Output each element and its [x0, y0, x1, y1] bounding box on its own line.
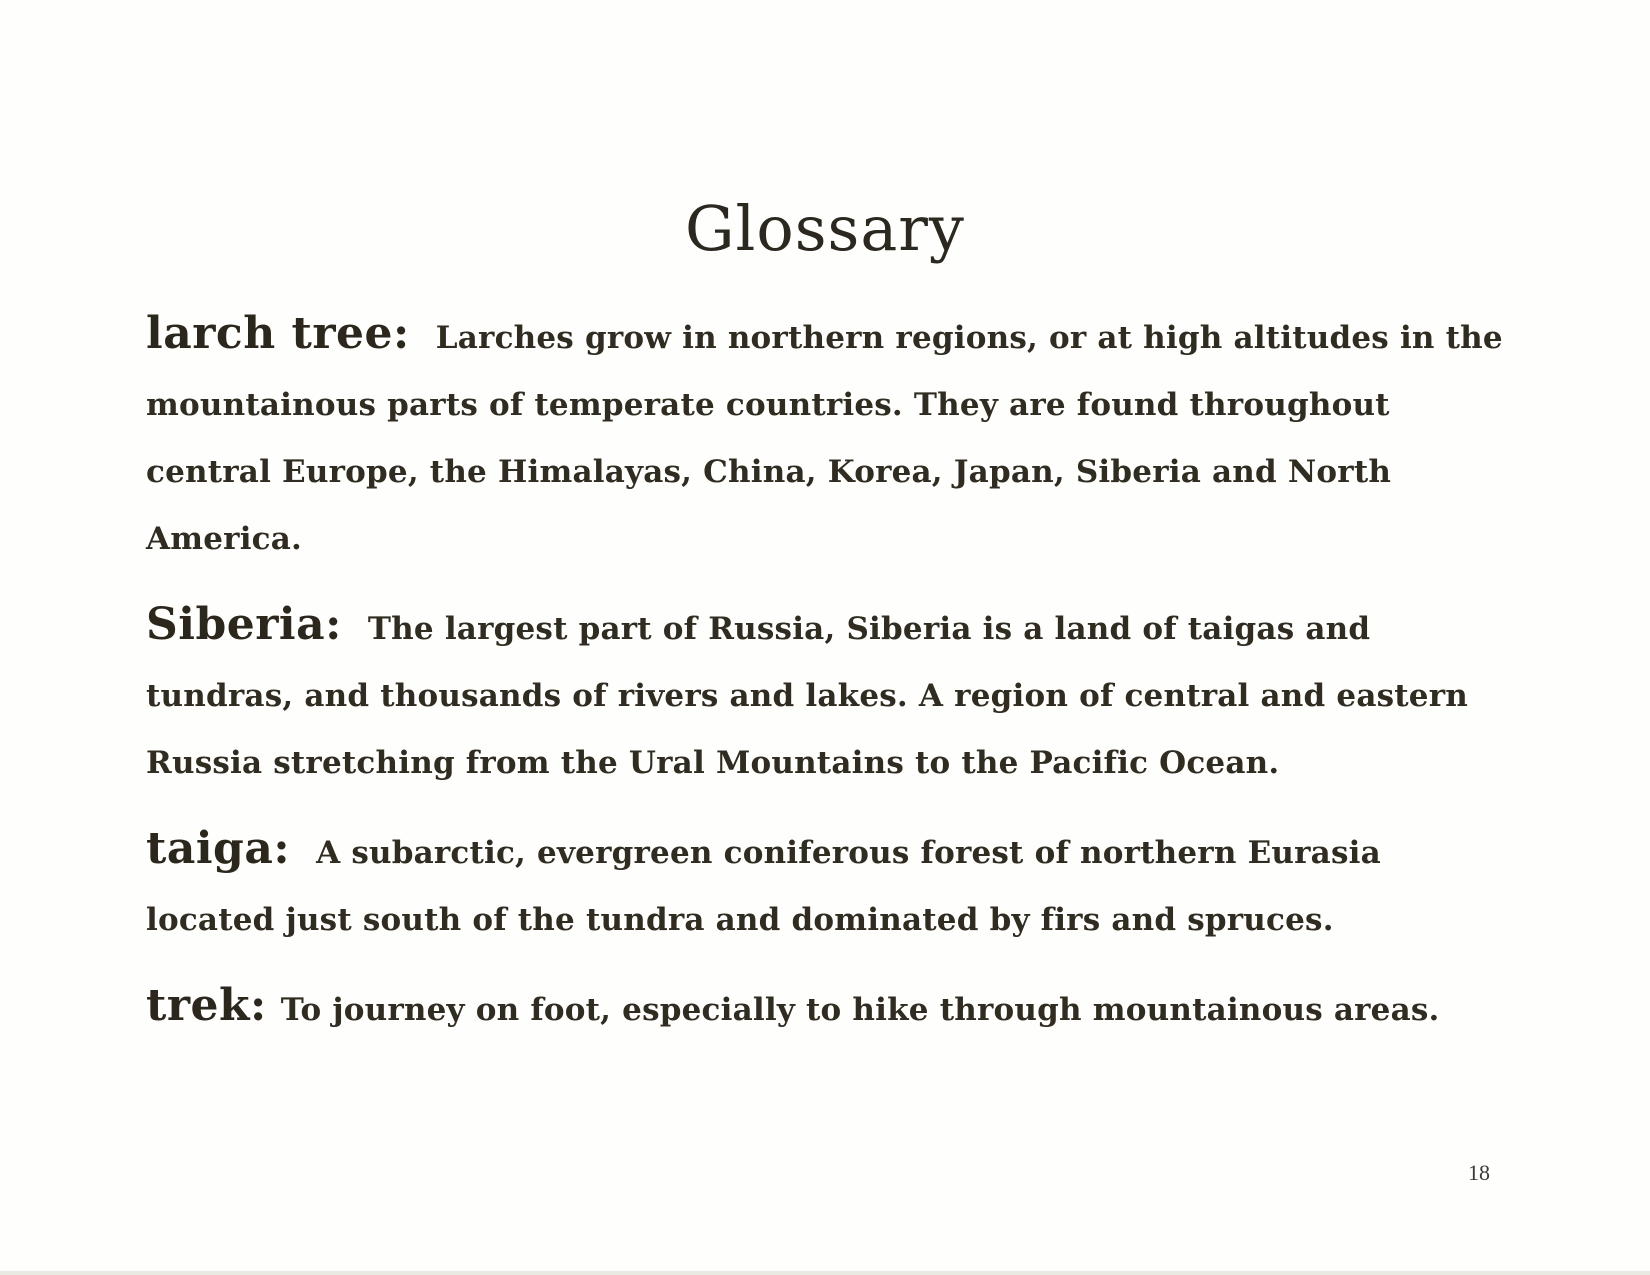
page-number: 18	[1468, 1160, 1490, 1185]
page-edge-divider	[0, 1271, 1650, 1275]
glossary-list	[146, 300, 1506, 1062]
glossary-entry-trek	[146, 972, 1506, 1044]
glossary-term: trek:	[146, 980, 267, 1031]
glossary-definition: The largest part of Russia, Siberia is a land of taigas and tundras, and thousands of rivers and lakes. A region of central and eastern Russia stretching from the Ural Mountains to the Pacific Ocean.	[146, 611, 1468, 781]
glossary-term: taiga:	[146, 823, 291, 874]
glossary-definition: To journey on foot, especially to hike through mountainous areas.	[280, 992, 1440, 1028]
glossary-entry-taiga	[146, 815, 1506, 954]
glossary-term: Siberia:	[146, 599, 342, 650]
page-title: Glossary	[685, 192, 965, 265]
glossary-definition: A subarctic, evergreen coniferous forest of northern Eurasia located just south of the tundra and dominated by firs and spruces.	[146, 835, 1381, 938]
glossary-definition: Larches grow in northern regions, or at high altitudes in the mountainous parts of temperate countries. They are found throughout central Europe, the Himalayas, China, Korea, Japan, Siberia and North America.	[146, 320, 1503, 557]
glossary-term: larch tree:	[146, 308, 410, 359]
glossary-entry-larch-tree	[146, 300, 1506, 573]
glossary-entry-siberia	[146, 591, 1506, 797]
